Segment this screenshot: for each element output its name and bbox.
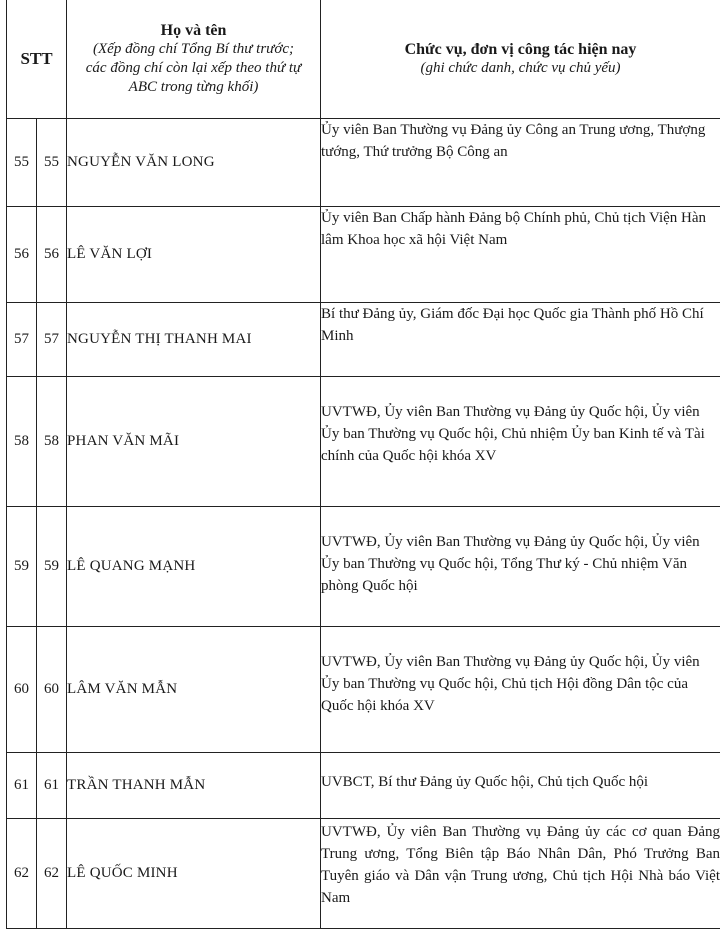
title-cell: Bí thư Đảng ủy, Giám đốc Đại học Quốc gia Thành phố Hồ Chí Minh xyxy=(321,303,720,377)
header-row xyxy=(7,0,720,119)
stt-cell: 59 xyxy=(37,507,67,627)
title-cell: UVBCT, Bí thư Đảng ủy Quốc hội, Chủ tịch Quốc hội xyxy=(321,753,720,819)
table-row xyxy=(7,627,720,753)
name-header xyxy=(67,0,321,119)
table-row xyxy=(7,753,720,819)
stt-cell: 59 xyxy=(7,507,37,627)
table-row xyxy=(7,507,720,627)
name-cell: LÊ QUỐC MINH xyxy=(67,819,321,929)
stt-cell: 55 xyxy=(7,119,37,207)
stt-cell: 60 xyxy=(7,627,37,753)
stt-cell: 60 xyxy=(37,627,67,753)
table-row xyxy=(7,207,720,303)
stt-cell: 55 xyxy=(37,119,67,207)
table-row xyxy=(7,119,720,207)
personnel-table xyxy=(6,0,720,929)
stt-cell: 58 xyxy=(37,377,67,507)
stt-cell: 61 xyxy=(37,753,67,819)
stt-cell: 57 xyxy=(7,303,37,377)
stt-cell: 61 xyxy=(7,753,37,819)
name-cell: LÂM VĂN MẪN xyxy=(67,627,321,753)
name-subheading-2: các đồng chí còn lại xếp theo thứ tự xyxy=(67,59,320,78)
table-row xyxy=(7,303,720,377)
name-subheading-1: (Xếp đồng chí Tổng Bí thư trước; xyxy=(67,40,320,59)
stt-cell: 62 xyxy=(37,819,67,929)
title-cell: UVTWĐ, Ủy viên Ban Thường vụ Đảng ủy Quốc hội, Ủy viên Ủy ban Thường vụ Quốc hội, Chủ nhiệm Ủy ban Kinh tế và Tài chính của Quốc hội khóa XV xyxy=(321,377,720,507)
name-cell: NGUYỄN VĂN LONG xyxy=(67,119,321,207)
title-cell: UVTWĐ, Ủy viên Ban Thường vụ Đảng ủy các cơ quan Đảng Trung ương, Tổng Biên tập Báo Nhân Dân, Phó Trưởng Ban Tuyên giáo và Dân vận Trung ương, Chủ tịch Hội Nhà báo Việt Nam xyxy=(321,819,720,929)
name-subheading-3: ABC trong từng khối) xyxy=(67,78,320,97)
title-cell: Ủy viên Ban Thường vụ Đảng ủy Công an Trung ương, Thượng tướng, Thứ trưởng Bộ Công an xyxy=(321,119,720,207)
stt-cell: 57 xyxy=(37,303,67,377)
name-cell: LÊ VĂN LỢI xyxy=(67,207,321,303)
name-cell: NGUYỄN THỊ THANH MAI xyxy=(67,303,321,377)
title-header xyxy=(321,0,720,119)
stt-cell: 56 xyxy=(7,207,37,303)
stt-cell: 56 xyxy=(37,207,67,303)
title-subheading: (ghi chức danh, chức vụ chủ yếu) xyxy=(321,59,720,78)
table-row xyxy=(7,377,720,507)
title-cell: UVTWĐ, Ủy viên Ban Thường vụ Đảng ủy Quốc hội, Ủy viên Ủy ban Thường vụ Quốc hội, Tổng Thư ký - Chủ nhiệm Văn phòng Quốc hội xyxy=(321,507,720,627)
title-cell: UVTWĐ, Ủy viên Ban Thường vụ Đảng ủy Quốc hội, Ủy viên Ủy ban Thường vụ Quốc hội, Chủ tịch Hội đồng Dân tộc của Quốc hội khóa XV xyxy=(321,627,720,753)
title-heading: Chức vụ, đơn vị công tác hiện nay xyxy=(321,40,720,59)
stt-cell: 58 xyxy=(7,377,37,507)
stt-header: STT xyxy=(7,0,67,119)
name-cell: TRẦN THANH MẪN xyxy=(67,753,321,819)
name-cell: PHAN VĂN MÃI xyxy=(67,377,321,507)
table-row xyxy=(7,819,720,929)
title-cell: Ủy viên Ban Chấp hành Đảng bộ Chính phủ, Chủ tịch Viện Hàn lâm Khoa học xã hội Việt Nam xyxy=(321,207,720,303)
name-heading: Họ và tên xyxy=(67,21,320,40)
stt-cell: 62 xyxy=(7,819,37,929)
name-cell: LÊ QUANG MẠNH xyxy=(67,507,321,627)
